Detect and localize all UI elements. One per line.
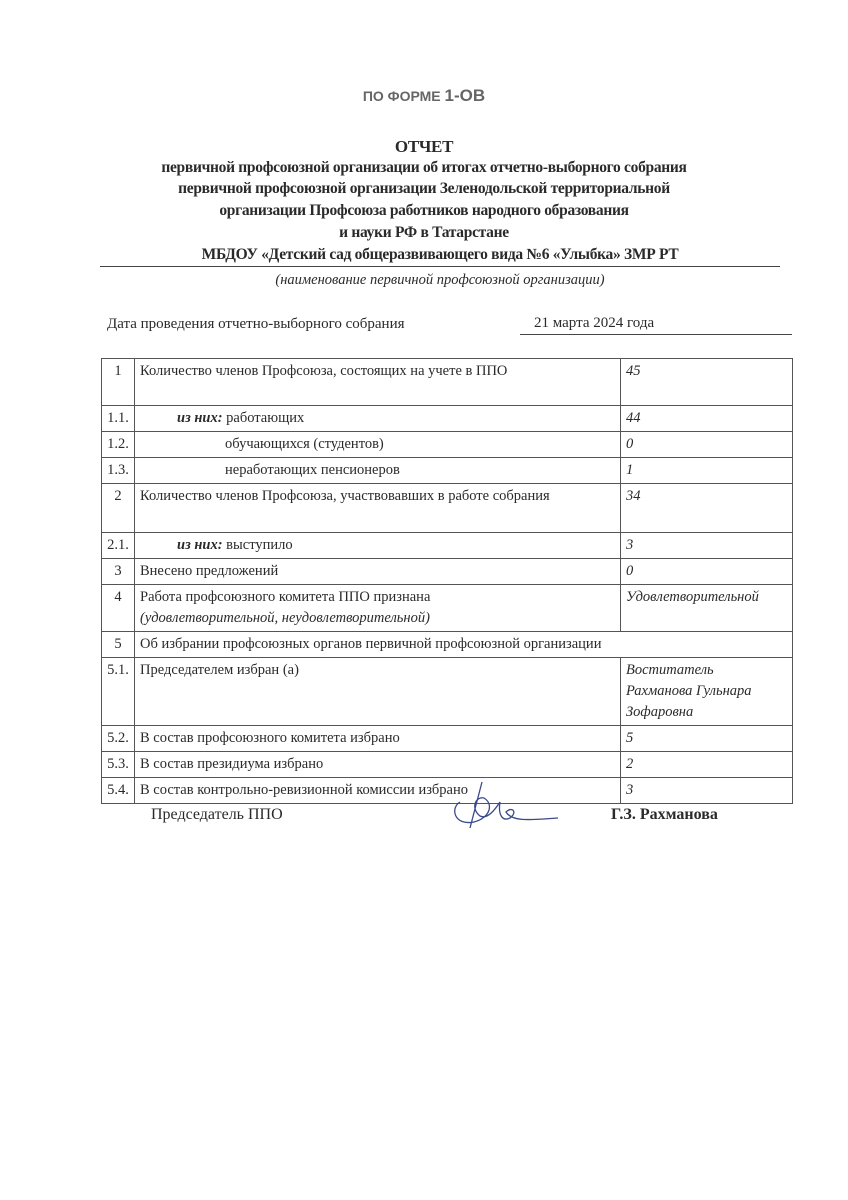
table-row [102,658,793,726]
form-label-prefix: ПО ФОРМЕ [362,88,445,104]
subtitle-line: первичной профсоюзной организации Зеленодольской территориальной [178,180,670,197]
row-label: В состав президиума избрано [135,752,621,778]
row-label: Председателем избран (а) [135,658,621,726]
divider [520,334,792,335]
row-label-emphasis: из них: [177,410,223,426]
row-label: Об избрании профсоюзных органов первичной профсоюзной организации [135,632,793,658]
table-row [102,533,793,559]
signature-label: Председатель ППО [151,806,283,823]
table-row [102,432,793,458]
signatory-name: Г.З. Рахманова [611,806,718,823]
row-label: Количество членов Профсоюза, участвовавших в работе собрания [135,484,621,533]
row-value: 5 [621,726,793,752]
signature-image [440,778,570,838]
subtitle-line: организации Профсоюза работников народного образования [219,202,629,219]
row-number: 1.3. [102,458,135,484]
row-label-text: Работа профсоюзного комитета ППО признана [140,589,431,605]
date-label: Дата проведения отчетно-выборного собрания [107,316,405,332]
row-number: 5 [102,632,135,658]
document-title: ОТЧЕТ [394,137,454,156]
table-row [102,752,793,778]
row-number: 4 [102,585,135,632]
row-value: 3 [621,533,793,559]
row-label [135,585,621,632]
date-value: 21 марта 2024 года [534,315,655,331]
table-row [102,406,793,432]
form-code: 1-ОВ [444,86,486,105]
row-label: неработающих пенсионеров [135,458,621,484]
row-number: 1 [102,359,135,406]
row-value: 1 [621,458,793,484]
report-table [101,358,793,804]
row-number: 2.1. [102,533,135,559]
row-number: 5.2. [102,726,135,752]
row-value: 0 [621,432,793,458]
row-label: Внесено предложений [135,559,621,585]
row-number: 5.4. [102,778,135,804]
row-label-note: (удовлетворительной, неудовлетворительной) [140,610,430,626]
organization-name: МБДОУ «Детский сад общеразвивающего вида №6 «Улыбка» ЗМР РТ [201,246,679,263]
row-label: В состав профсоюзного комитета избрано [135,726,621,752]
row-label-emphasis: из них: [177,537,223,553]
row-label: В состав контрольно-ревизионной комиссии избрано [135,778,621,804]
row-number: 1.1. [102,406,135,432]
table-row [102,726,793,752]
table-row [102,559,793,585]
row-number: 5.3. [102,752,135,778]
row-number: 2 [102,484,135,533]
row-value: 34 [621,484,793,533]
row-label: обучающихся (студентов) [135,432,621,458]
table-row [102,458,793,484]
row-value: 44 [621,406,793,432]
table-row [102,359,793,406]
row-number: 1.2. [102,432,135,458]
row-label [135,406,621,432]
table-row [102,632,793,658]
row-value: 45 [621,359,793,406]
divider [100,266,780,267]
row-value: Воститатель Рахманова Гульнара Зофаровна [621,658,793,726]
table-row [102,585,793,632]
subtitle-line: первичной профсоюзной организации об итогах отчетно-выборного собрания [161,159,687,176]
row-label [135,533,621,559]
row-number: 5.1. [102,658,135,726]
row-value: 2 [621,752,793,778]
subtitle-line: и науки РФ в Татарстане [339,224,509,241]
form-label [0,86,848,106]
row-value: 0 [621,559,793,585]
row-label: Количество членов Профсоюза, состоящих на учете в ППО [135,359,621,406]
row-number: 3 [102,559,135,585]
row-label-text: выступило [222,537,293,553]
table-row [102,484,793,533]
row-value: 3 [621,778,793,804]
row-value: Удовлетворительной [621,585,793,632]
row-label-text: работающих [222,410,305,426]
organization-caption: (наименование первичной профсоюзной организации) [275,272,605,288]
